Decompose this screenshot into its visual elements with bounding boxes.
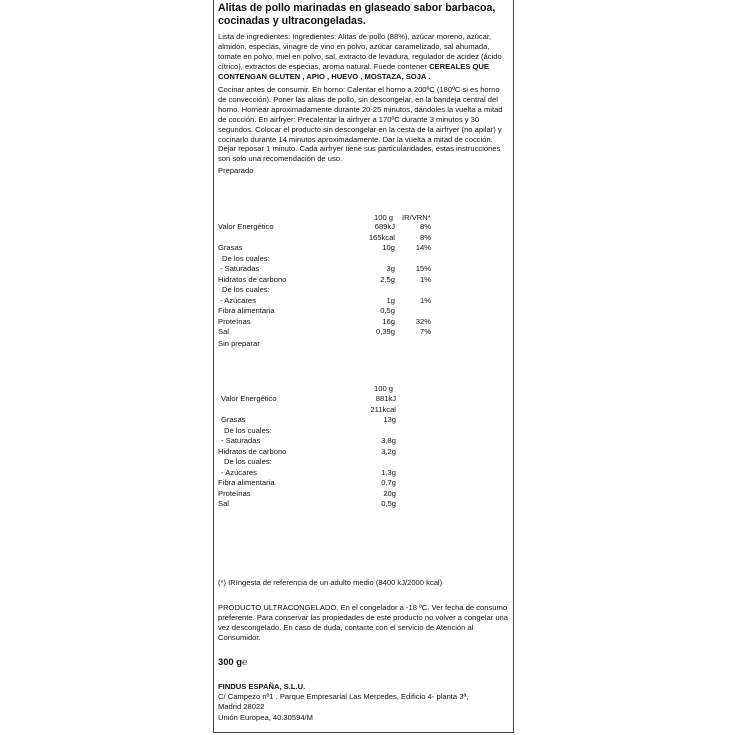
prepared-row-value: 165kcal	[368, 232, 395, 242]
unprepared-row-value: 0,7g	[381, 478, 396, 487]
prepared-row-label: De los cuales:	[222, 253, 270, 263]
unprepared-row-label: Sal	[218, 499, 229, 508]
company-address-line-2: Madrid 28022	[218, 702, 265, 711]
prepared-row-value: 1g	[386, 295, 395, 305]
prepared-row-ri: 32%	[415, 316, 431, 326]
company-address-line-3: Unión Europea, 40.30594/M	[218, 713, 313, 722]
prepared-row-label: De los cuales:	[222, 285, 270, 294]
prepared-row-value: 10g	[382, 243, 395, 252]
prepared-row-label: - Azúcares	[220, 295, 256, 305]
prepared-row-ri: 7%	[420, 327, 431, 336]
unprepared-row-value: 3,8g	[381, 436, 396, 445]
storage-instructions: PRODUCTO ULTRACONGELADO. En el congelador a -18 ºC. Ver fecha de consumo preferente. Para conservar las propiedades de este producto no volver a congelar una vez descongelado. En caso de duda, contacte con el servicio de Atención al Consumidor.	[218, 603, 509, 642]
ingredients-text: Lista de ingredientes: Ingredientes: Alitas de pollo (88%), azúcar moreno, azúcar, almidón, especias, vinagre de vino en polvo, azúcar caramelizado, sal ahumada, tomate en polvo, miel en polvo, sal, extracto de levadura, regulador de acidez (ácido cítrico), extractos de especias, aroma natural. Fuede contener	[218, 32, 502, 71]
prepared-row-value: 689kJ	[374, 222, 395, 231]
prepared-row-value: 2,5g	[380, 274, 395, 284]
unprepared-row-value: 3,2g	[381, 446, 396, 456]
unprepared-row-value: 881kJ	[375, 394, 396, 403]
prepared-row-ri: 14%	[415, 243, 431, 252]
unprepared-row-label: Hidratos de carbono	[218, 446, 287, 456]
unprepared-row-value: 20g	[383, 488, 396, 498]
unprepared-row-label: Fibra alimentaria	[218, 478, 275, 487]
prepared-row-label: - Saturadas	[220, 264, 260, 273]
prepared-row-ri: 8%	[420, 222, 431, 231]
product-title: Alitas de pollo marinadas en glaseado sabor barbacoa, cocinadas y ultracongeladas.	[218, 2, 496, 27]
prepared-row-label: Fibra alimentaria	[218, 306, 275, 315]
prepared-row-ri: 1%	[420, 295, 431, 305]
prepared-row-value: 16g	[382, 316, 395, 326]
prepared-row-label: Hidratos de carbono	[218, 274, 287, 284]
unprepared-row-label: De los cuales:	[224, 457, 272, 466]
ingredients-paragraph	[218, 32, 510, 82]
prepared-row-label: Proteínas	[218, 316, 251, 326]
cooking-instructions: Cocinar antes de consumir. En horno: Calentar el horno a 200ºC (180ºC si es horno de convección). Poner las alitas de pollo, sin descongelar, en la bandeja central del horno. Hornear aproximadamente durante 20-25 minutos, dándoles la vuelta a mitad de cocción. En airfryer: Precalentar la airfryer a 170ºC durante 3 minutos y 30 segundos. Colocar el producto sin descongelar en la cesta de la airfryer (no apilar) y cocinarlo durante 14 minutos aproximadamente. Dar la vuelta a mitad de cocción. Dejar reposar 1 minuto. Cada airfryer tiene sus particularidades, estas instrucciones son solo una recomendación de uso.	[218, 85, 503, 164]
prepared-row-ri: 1%	[420, 274, 431, 284]
unprepared-row-label: De los cuales:	[224, 425, 272, 435]
prepared-col-100g: 100 g	[374, 213, 394, 222]
unprepared-heading: Sin preparar	[218, 339, 260, 348]
prepared-row-label: Grasas	[218, 243, 243, 252]
prepared-row-value: 0,5g	[380, 306, 395, 315]
prepared-row-label: Sal	[218, 327, 229, 336]
unprepared-row-label: Grasas	[221, 415, 246, 424]
prepared-row-ri: 15%	[415, 264, 431, 273]
unprepared-row-value: 1,3g	[381, 467, 396, 477]
unprepared-row-label: Valor Energético	[221, 394, 277, 403]
unprepared-row-value: 0,5g	[381, 499, 396, 508]
unprepared-row-value: 13g	[383, 415, 396, 424]
unprepared-row-label: Proteínas	[218, 488, 251, 498]
allergens-text: CEREALES QUE CONTENGAN GLUTEN , APIO , HUEVO , MOSTAZA, SOJA .	[218, 61, 489, 81]
net-weight: 300 g℮	[218, 656, 248, 667]
prepared-row-ri: 8%	[420, 232, 431, 242]
unprepared-row-label: - Azúcares	[221, 467, 257, 477]
prepared-row-value: 0,39g	[375, 327, 395, 336]
reference-intake-footnote: (*) IRIngesta de referencia de un adulto medio (8400 kJ/2000 kcal)	[218, 578, 443, 587]
unprepared-row-value: 211kcal	[370, 404, 396, 414]
prepared-col-ri: IR/VRN*	[402, 213, 431, 222]
prepared-row-label: Valor Energético	[218, 222, 274, 231]
unprepared-row-label: - Saturadas	[221, 436, 261, 445]
company-name: FINDUS ESPAÑA, S.L.U.	[218, 682, 306, 691]
company-address-line-1: C/ Campezo nº1 . Parque Empresarial Las Mercedes, Edificio 4- planta 3ª,	[218, 692, 469, 701]
prepared-heading: Preparado	[218, 166, 254, 175]
prepared-row-value: 3g	[386, 264, 395, 273]
unprepared-col-100g: 100 g	[374, 384, 394, 393]
